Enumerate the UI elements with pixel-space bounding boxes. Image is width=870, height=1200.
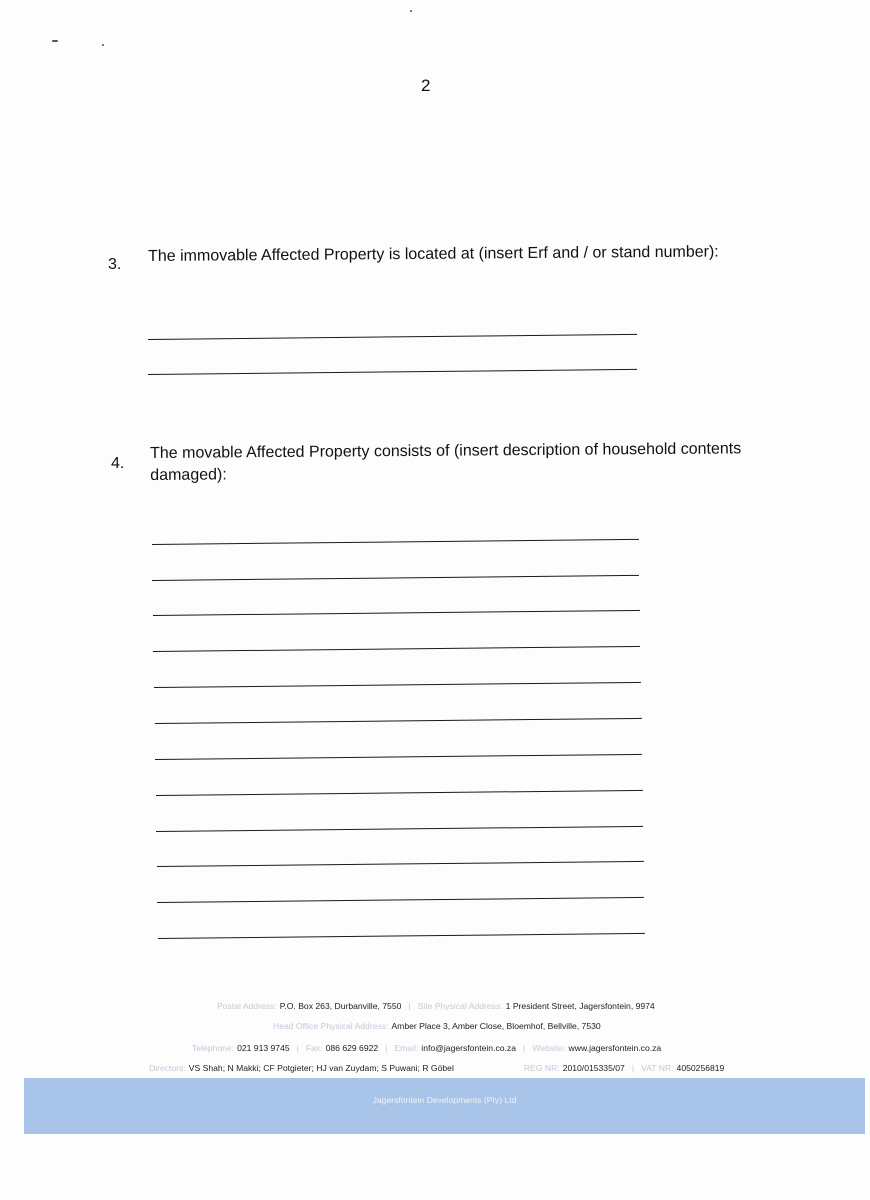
directors-value: VS Shah; N Makki; CF Potgieter; HJ van Zuydam; S Puwani; R Göbel: [188, 1063, 454, 1073]
blank-answer-line: [148, 369, 637, 375]
blank-answer-line: [158, 933, 645, 939]
footer-separator: |: [296, 1043, 299, 1053]
postal-address-label: Postal Address:: [217, 1001, 277, 1011]
item-text-line: damaged):: [150, 466, 227, 484]
blank-answer-line: [152, 575, 639, 581]
site-address-value: 1 President Street, Jagersfontein, 9974: [505, 1001, 655, 1011]
website-label: Website:: [532, 1043, 566, 1053]
blank-answer-line: [154, 682, 641, 688]
item-text-line: The movable Affected Property consists of (insert description of household contents: [150, 440, 742, 462]
website-value: www.jagersfontein.co.za: [568, 1043, 662, 1053]
blank-answer-line: [157, 861, 644, 867]
item-number: 3.: [108, 256, 122, 273]
email-value: info@jagersfontein.co.za: [421, 1043, 517, 1053]
footer-company-name: Jagersfontein Developments (Pty) Ltd: [372, 1095, 517, 1105]
footer-contact-line: [192, 1043, 661, 1053]
footer-address-line: [217, 1001, 655, 1011]
telephone-value: 021 913 9745: [237, 1043, 290, 1053]
postal-address-value: P.O. Box 263, Durbanville, 7550: [279, 1001, 402, 1011]
blank-answer-line: [155, 754, 642, 760]
blank-answer-line: [153, 610, 640, 616]
blank-answer-line: [156, 790, 643, 796]
fax-label: Fax:: [305, 1043, 323, 1053]
directors-label: Directors:: [149, 1063, 186, 1073]
blank-answer-line: [153, 646, 640, 652]
head-office-value: Amber Place 3, Amber Close, Bloemhof, Bellville, 7530: [391, 1021, 601, 1031]
site-address-label: Site Physical Address:: [417, 1001, 503, 1011]
email-label: Email:: [394, 1043, 419, 1053]
vat-number-label: VAT NR:: [641, 1063, 674, 1073]
scan-speck: [410, 10, 412, 12]
item-number: 4.: [111, 455, 125, 472]
blank-answer-line: [157, 897, 644, 903]
fax-value: 086 629 6922: [325, 1043, 379, 1053]
footer-separator: |: [385, 1043, 388, 1053]
vat-number-value: 4050256819: [676, 1063, 725, 1073]
reg-number-value: 2010/015335/07: [562, 1063, 625, 1073]
blank-answer-line: [156, 826, 643, 832]
blank-answer-line: [155, 718, 642, 724]
blank-answer-line: [152, 539, 639, 545]
scan-speck: [52, 40, 58, 42]
item-text: [148, 242, 719, 268]
footer-address-line: [273, 1021, 601, 1031]
scan-speck: [102, 44, 104, 46]
footer-separator: |: [523, 1043, 526, 1053]
telephone-label: Telephone:: [192, 1043, 235, 1053]
item-text-line: The immovable Affected Property is located at (insert Erf and / or stand number):: [148, 243, 719, 265]
footer-separator: |: [408, 1001, 411, 1011]
page-number: 2: [421, 76, 431, 95]
item-text: [150, 438, 741, 487]
footer-separator: |: [631, 1063, 635, 1073]
head-office-label: Head Office Physical Address:: [273, 1021, 389, 1031]
blank-answer-line: [148, 334, 637, 340]
footer-band: [24, 1078, 865, 1134]
footer-registration-line: [149, 1063, 724, 1073]
reg-number-label: REG NR:: [523, 1063, 560, 1073]
